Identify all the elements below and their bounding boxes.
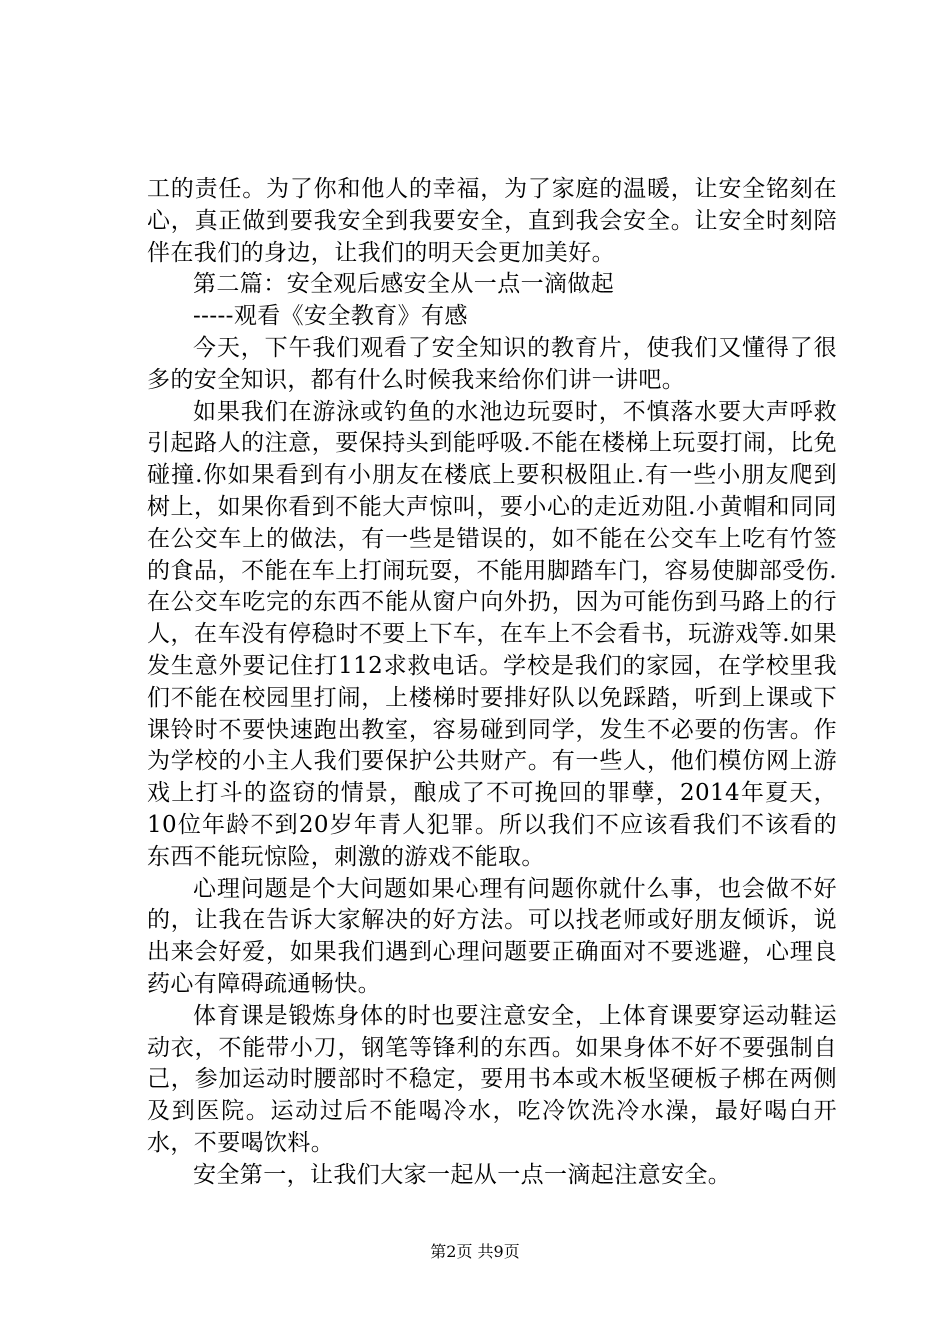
paragraph-conclusion: 安全第一，让我们大家一起从一点一滴起注意安全。	[193, 1161, 732, 1188]
paragraph-pe-class: 体育课是锻炼身体的时也要注意安全，上体育课要穿运动鞋运动衣，不能带小刀，钢笔等锋利的东西。如果身体不好不要强制自己，参加运动时腰部时不稳定，要用书本或木板坚硬板子梆在两侧及到医院。运动过后不能喝冷水，吃冷饮洗冷水澡，最好喝白开水，不要喝饮料。	[147, 1002, 837, 1156]
paragraph-1: 工的责任。为了你和他人的幸福，为了家庭的温暖，让安全铭刻在心，真正做到要我安全到我要安全，直到我会安全。让安全时刻陪伴在我们的身边，让我们的明天会更加美好。	[147, 176, 837, 266]
section-subtitle: -----观看《安全教育》有感	[193, 303, 468, 330]
page-number-footer: 第2页 共9页	[430, 1242, 520, 1261]
paragraph-intro: 今天，下午我们观看了安全知识的教育片，使我们又懂得了很多的安全知识，都有什么时候我来给你们讲一讲吧。	[147, 334, 837, 393]
document-body	[147, 174, 837, 1192]
paragraph-mental-health: 心理问题是个大问题如果心理有问题你就什么事，也会做不好的，让我在告诉大家解决的好方法。可以找老师或好朋友倾诉，说出来会好爱，如果我们遇到心理问题要正确面对不要逃避，心理良药心有障碍疏通畅快。	[147, 875, 837, 997]
section-title: 第二篇：安全观后感安全从一点一滴做起	[193, 271, 615, 298]
paragraph-water-and-bus-safety: 如果我们在游泳或钓鱼的水池边玩耍时，不慎落水要大声呼救引起路人的注意，要保持头到能呼吸.不能在楼梯上玩耍打闹，比免碰撞.你如果看到有小朋友在楼底上要积极阻止.有一些小朋友爬到树上，如果你看到不能大声惊叫，要小心的走近劝阻.小黄帽和同同在公交车上的做法，有一些是错误的，如不能在公交车上吃有竹签的食品，不能在车上打闹玩耍，不能用脚踏车门，容易使脚部受伤.在公交车吃完的东西不能从窗户向外扔，因为可能伤到马路上的行人，在车没有停稳时不要上下车，在车上不会看书，玩游戏等.如果发生意外要记住打112求救电话。学校是我们的家园，在学校里我们不能在校园里打闹，上楼梯时要排好队以免踩踏，听到上课或下课铃时不要快速跑出教室，容易碰到同学，发生不必要的伤害。作为学校的小主人我们要保护公共财产。有一些人，他们模仿网上游戏上打斗的盗窃的情景，酿成了不可挽回的罪孽，2014年夏天，10位年龄不到20岁年青人犯罪。所以我们不应该看我们不该看的东西不能玩惊险，刺激的游戏不能取。	[147, 398, 837, 870]
